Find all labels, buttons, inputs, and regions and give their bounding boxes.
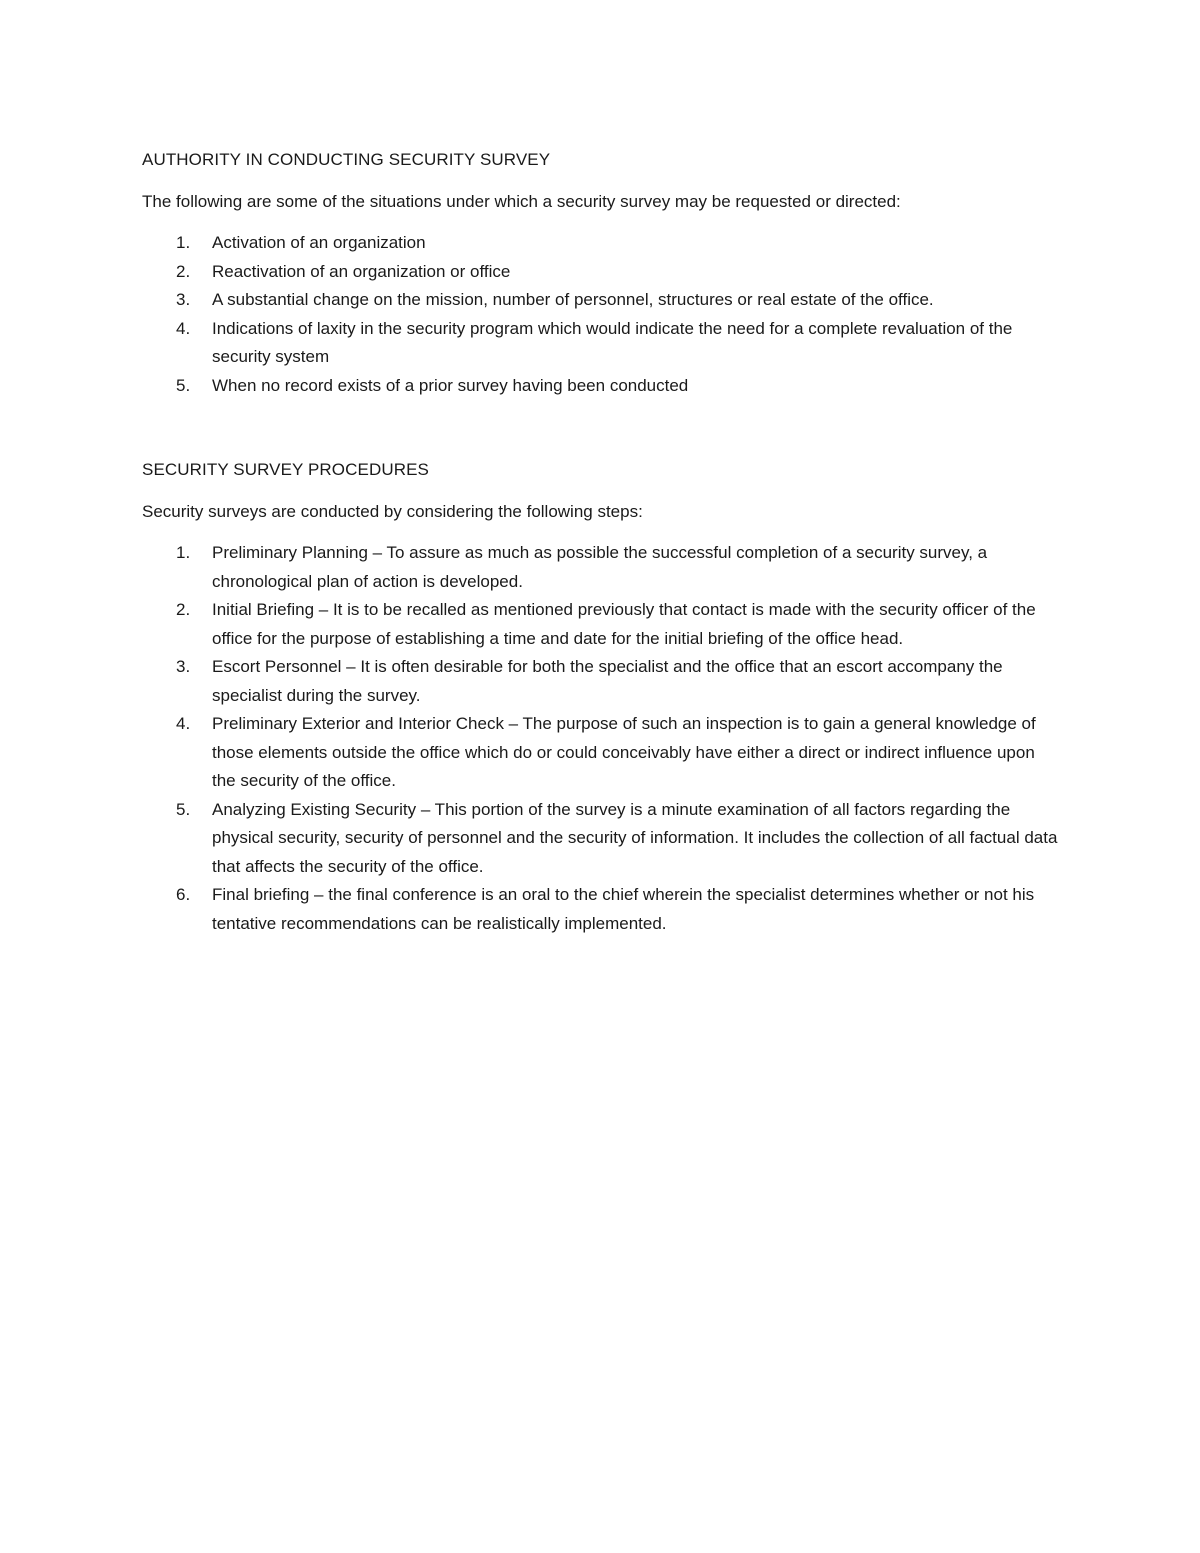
list-item-number: 1. [176, 543, 191, 562]
list-item [142, 315, 1062, 372]
list-item [142, 229, 1062, 258]
list-item-number: 6. [176, 885, 191, 904]
list-item [142, 653, 1062, 710]
section-intro-authority: The following are some of the situations under which a security survey may be requested or directed: [142, 191, 901, 211]
authority-list [142, 229, 1062, 400]
list-item-number: 1. [176, 233, 191, 252]
list-item [142, 596, 1062, 653]
list-item [142, 258, 1062, 287]
list-item-text: Escort Personnel – It is often desirable for both the specialist and the office that an escort accompany the specialist during the survey. [212, 657, 1003, 705]
section-intro-procedures: Security surveys are conducted by considering the following steps: [142, 501, 643, 521]
list-item [142, 539, 1062, 596]
list-item-number: 5. [176, 375, 191, 395]
document-body [142, 146, 1062, 938]
list-item [142, 881, 1062, 938]
list-item [142, 796, 1062, 882]
list-item-text: Activation of an organization [212, 233, 426, 252]
procedures-list [142, 539, 1062, 938]
list-item-number: 2. [176, 600, 191, 619]
list-item-text: Initial Briefing – It is to be recalled as mentioned previously that contact is made with the security officer of the office for the purpose of establishing a time and date for the initial briefing of the office head. [212, 600, 1036, 648]
list-item-text: Preliminary Exterior and Interior Check – The purpose of such an inspection is to gain a general knowledge of those elements outside the office which do or could conceivably have either a direct or indirect influence upon the security of the office. [212, 714, 1036, 790]
list-item-number: 3. [176, 657, 191, 676]
list-item-number: 2. [176, 261, 191, 281]
section-heading-procedures: SECURITY SURVEY PROCEDURES [142, 460, 429, 479]
list-item-text: Indications of laxity in the security program which would indicate the need for a complete revaluation of the security system [212, 318, 1013, 366]
section-spacer [142, 400, 1062, 456]
list-item-text: A substantial change on the mission, number of personnel, structures or real estate of the office. [212, 290, 934, 309]
list-item-number: 5. [176, 799, 191, 819]
list-item-text: Final briefing – the final conference is an oral to the chief wherein the specialist determines whether or not his tentative recommendations can be realistically implemented. [212, 885, 1035, 933]
list-item-text: Analyzing Existing Security – This portion of the survey is a minute examination of all factors regarding the physical security, security of personnel and the security of information. It includes the collection of all factual data that affects the security of the office. [212, 799, 1058, 876]
list-item-number: 3. [176, 290, 191, 309]
section-heading-authority: AUTHORITY IN CONDUCTING SECURITY SURVEY [142, 150, 551, 169]
list-item-text: Preliminary Planning – To assure as much as possible the successful completion of a security survey, a chronological plan of action is developed. [212, 543, 988, 591]
list-item-number: 4. [176, 714, 191, 733]
list-item [142, 286, 1062, 315]
list-item-number: 4. [176, 318, 191, 338]
list-item-text: When no record exists of a prior survey having been conducted [212, 375, 689, 395]
list-item-text: Reactivation of an organization or office [212, 261, 511, 281]
list-item [142, 710, 1062, 796]
list-item [142, 372, 1062, 401]
